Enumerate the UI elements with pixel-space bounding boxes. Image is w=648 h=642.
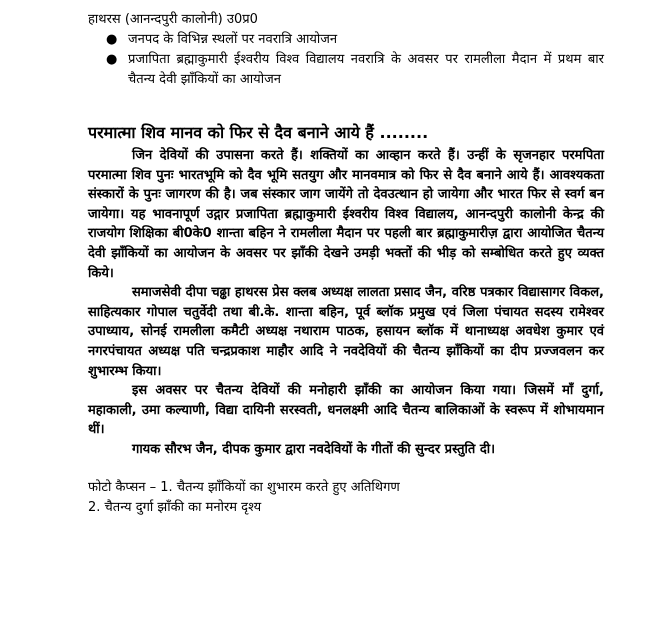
article-title-text: परमात्मा शिव मानव को फिर से दैव बनाने आये हैं bbox=[88, 123, 374, 142]
bullet-text: प्रजापिता ब्रह्माकुमारी ईश्वरीय विश्व विद्यालय नवरात्रि के अवसर पर रामलीला मैदान में प्रथम बार चैतन्य देवी झाँकियों का आयोजन bbox=[128, 52, 604, 87]
article-title-ellipsis: ........ bbox=[379, 123, 429, 142]
bullet-text: जनपद के विभिन्न स्थलों पर नवरात्रि आयोजन bbox=[128, 32, 338, 47]
article-paragraph: समाजसेवी दीपा चढ्ढा हाथरस प्रेस क्लब अध्यक्ष लालता प्रसाद जैन, वरिष्ठ पत्रकार विद्यासागर विकल, साहित्यकार गोपाल चतुर्वेदी तथा बी.के. शान्ता बहिन, पूर्व ब्लॉक प्रमुख एवं जिला पंचायत सदस्य रामेश्वर उपाध्याय, सोनई रामलीला कमैटी अध्यक्ष नथाराम पाठक, हसायन ब्लॉक में थानाध्यक्ष अवधेश कुमार एवं नगरपंचायत अध्यक्ष पति चन्द्रप्रकाश माहौर आदि ने नवदेवियों की चैतन्य झाँकियों का दीप प्रज्जवलन कर शुभारम्भ किया। bbox=[88, 285, 604, 379]
bullet-item bbox=[106, 50, 604, 90]
summary-bullets bbox=[88, 30, 604, 90]
article-paragraph: जिन देवियों की उपासना करते हैं। शक्तियों का आव्हान करते हैं। उन्हीं के सृजनहार परमपिता परमात्मा शिव पुनः भारतभूमि को दैव भूमि सतयुग और मानवमात्र को फिर से दैव बनाने आये हैं। आवश्यकता संस्कारों के पुनः जागरण की है। जब संस्कार जाग जायेंगे तो देवउत्थान हो जायेगा और भारत फिर से स्वर्ग बन जायेगा। यह भावनापूर्ण उद्गार प्रजापिता ब्रह्माकुमारी ईश्वरीय विश्व विद्यालय, आनन्दपुरी कालोनी केन्द्र की राजयोग शिक्षिका बी0के0 शान्ता बहिन ने रामलीला मैदान पर पहली बार ब्रह्माकुमारीज़ द्वारा आयोजित चैतन्य देवी झाँकियों का आयोजन के अवसर पर झाँकी देखने उमड़ी भक्तों की भीड़ को सम्बोधित करते हुए व्यक्त किये। bbox=[88, 148, 604, 281]
article-title bbox=[88, 122, 604, 144]
photo-captions bbox=[88, 478, 604, 518]
location-line: हाथरस (आनन्दपुरी कालोनी) उ0प्र0 bbox=[88, 12, 258, 27]
photo-caption-2: 2. चैतन्य दुर्गा झाँकी का मनोरम दृश्य bbox=[88, 499, 262, 515]
photo-caption-1: फोटो कैप्सन – 1. चैतन्य झाँकियों का शुभारम करते हुए अतिथिगण bbox=[88, 479, 400, 495]
bullet-item bbox=[106, 30, 604, 50]
article-paragraph: गायक सौरभ जैन, दीपक कुमार द्वारा नवदेवियों के गीतों की सुन्दर प्रस्तुति दी। bbox=[132, 441, 496, 457]
bullet-icon: ● bbox=[106, 32, 118, 47]
article-paragraph: इस अवसर पर चैतन्य देवियों की मनोहारी झाँकी का आयोजन किया गया। जिसमें माँ दुर्गा, महाकाली, उमा कल्याणी, विद्या दायिनी सरस्वती, धनलक्ष्मी आदि चैतन्य बालिकाओं के स्वरूप में शोभायमान थीं। bbox=[88, 383, 604, 438]
article-body bbox=[88, 146, 604, 460]
bullet-icon: ● bbox=[106, 52, 118, 67]
